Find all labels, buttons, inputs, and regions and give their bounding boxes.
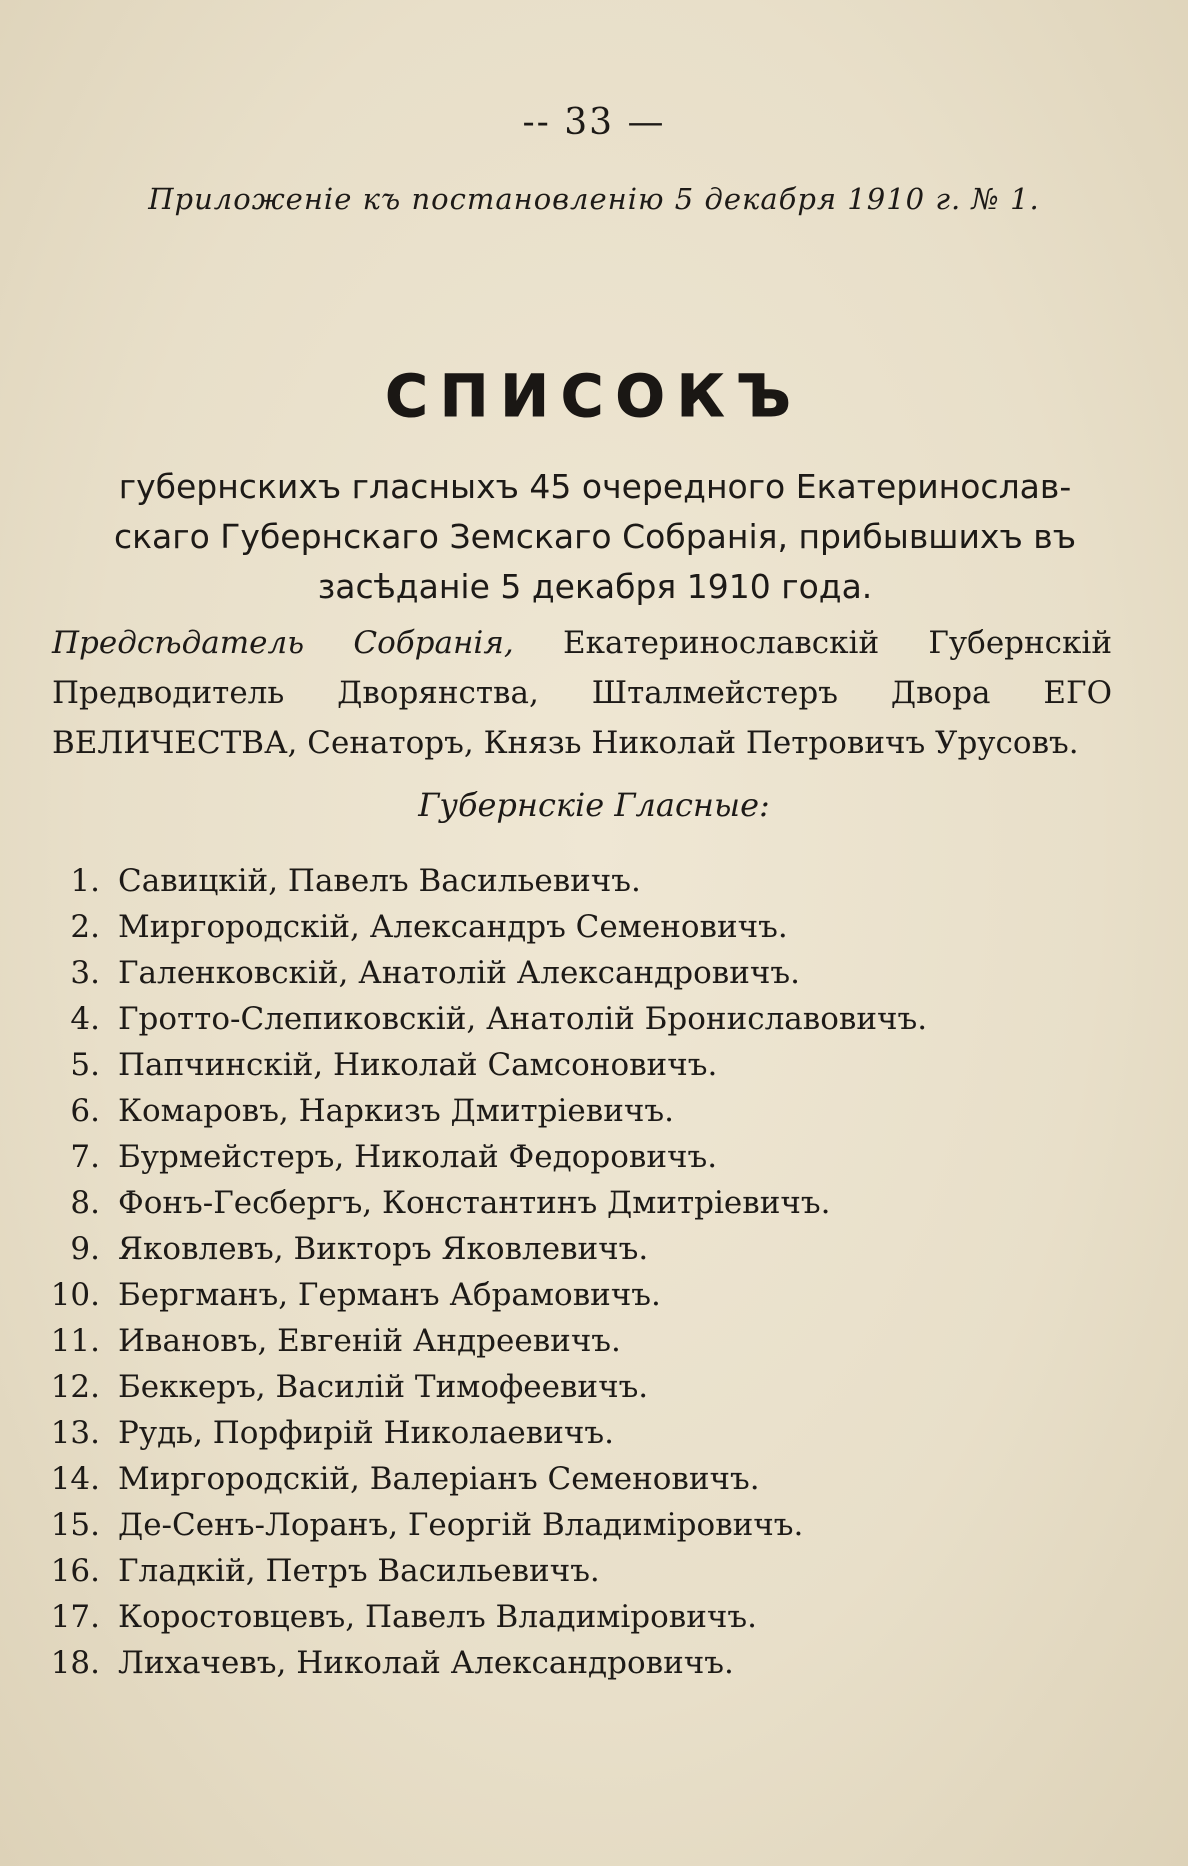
document-title: СПИСОКЪ: [385, 362, 803, 430]
chairman-role: Предсѣдатель Собранiя,: [52, 625, 514, 661]
list-item-name: Галенковскiй, Анатолiй Александровичъ.: [118, 955, 800, 991]
list-item: [40, 1134, 1140, 1180]
list-item-number: 17.: [50, 1599, 100, 1635]
list-item-name: Фонъ-Гесбергъ, Константинъ Дмитрiевичъ.: [118, 1185, 831, 1221]
list-item: [40, 1180, 1140, 1226]
list-item-name: Бурмейстеръ, Николай Федоровичъ.: [118, 1139, 718, 1175]
list-item: [40, 1088, 1140, 1134]
list-item-number: 9.: [70, 1231, 100, 1267]
list-item-number: 10.: [50, 1277, 100, 1313]
subtitle-line: скаго Губернскаго Земскаго Собранiя, прибывшихъ въ: [113, 517, 1077, 556]
list-item-name: Коростовцевъ, Павелъ Владимiровичъ.: [118, 1599, 757, 1635]
list-item-number: 18.: [50, 1645, 100, 1681]
list-item: [40, 1364, 1140, 1410]
chairman-text: Екатеринославскiй Губернскiй Предводитель Дворянства, Шталмейстеръ Двора ЕГО ВЕЛИЧЕСТВА, Сенаторъ, Князь Николай Петровичъ Урусовъ.: [52, 625, 1112, 761]
list-item-number: 5.: [70, 1047, 100, 1083]
list-item-name: Де-Сенъ-Лоранъ, Георгiй Владимiровичъ.: [118, 1507, 804, 1543]
list-item-number: 4.: [70, 1001, 100, 1037]
list-item: [40, 950, 1140, 996]
list-item-name: Миргородскiй, Валерiанъ Семеновичъ.: [118, 1461, 760, 1497]
list-item: [40, 1548, 1140, 1594]
list-item-number: 13.: [50, 1415, 100, 1451]
list-item: [40, 1226, 1140, 1272]
list-item-name: Ивановъ, Евгенiй Андреевичъ.: [118, 1323, 621, 1359]
list-item-name: Лихачевъ, Николай Александровичъ.: [118, 1645, 734, 1681]
list-item-number: 6.: [70, 1093, 100, 1129]
chairman-paragraph: [52, 618, 1112, 768]
list-item: [40, 1410, 1140, 1456]
list-item-name: Рудь, Порфирiй Николаевичъ.: [118, 1415, 614, 1451]
list-item-number: 3.: [70, 955, 100, 991]
list-item-number: 2.: [70, 909, 100, 945]
list-item-number: 11.: [50, 1323, 100, 1359]
list-item-name: Комаровъ, Наркизъ Дмитрiевичъ.: [118, 1093, 674, 1129]
list-item-name: Гротто-Слепиковскiй, Анатолiй Брониславовичъ.: [118, 1001, 928, 1037]
list-item-name: Савицкiй, Павелъ Васильевичъ.: [118, 863, 641, 899]
list-item: [40, 1042, 1140, 1088]
page-number: -- 33 —: [522, 102, 666, 143]
appendix-line: Приложенiе къ постановленiю 5 декабря 1910 г. № 1.: [148, 182, 1040, 216]
list-item-number: 8.: [70, 1185, 100, 1221]
list-item-name: Папчинскiй, Николай Самсоновичъ.: [118, 1047, 718, 1083]
list-item: [40, 1640, 1140, 1686]
list-item-number: 16.: [50, 1553, 100, 1589]
list-item: [40, 1502, 1140, 1548]
list-item: [40, 858, 1140, 904]
member-list: [40, 858, 1140, 1686]
list-item-number: 15.: [50, 1507, 100, 1543]
list-item-name: Миргородскiй, Александръ Семеновичъ.: [118, 909, 788, 945]
subtitle-line: губернскихъ гласныхъ 45 очередного Екатеринослав-: [118, 467, 1072, 506]
list-item: [40, 1272, 1140, 1318]
list-item-name: Яковлевъ, Викторъ Яковлевичъ.: [118, 1231, 649, 1267]
list-item: [40, 1594, 1140, 1640]
list-item-name: Беккеръ, Василiй Тимофеевичъ.: [118, 1369, 649, 1405]
list-item: [40, 996, 1140, 1042]
section-label: Губернскiе Гласные:: [418, 786, 770, 824]
document-subtitle: [52, 462, 1138, 612]
list-item-number: 12.: [50, 1369, 100, 1405]
list-item: [40, 1318, 1140, 1364]
list-item-name: Гладкiй, Петръ Васильевичъ.: [118, 1553, 600, 1589]
list-item-number: 7.: [70, 1139, 100, 1175]
list-item-name: Бергманъ, Германъ Абрамовичъ.: [118, 1277, 661, 1313]
list-item-number: 14.: [50, 1461, 100, 1497]
list-item-number: 1.: [70, 863, 100, 899]
subtitle-line: засѣданiе 5 декабря 1910 года.: [317, 567, 873, 606]
list-item: [40, 904, 1140, 950]
list-item: [40, 1456, 1140, 1502]
